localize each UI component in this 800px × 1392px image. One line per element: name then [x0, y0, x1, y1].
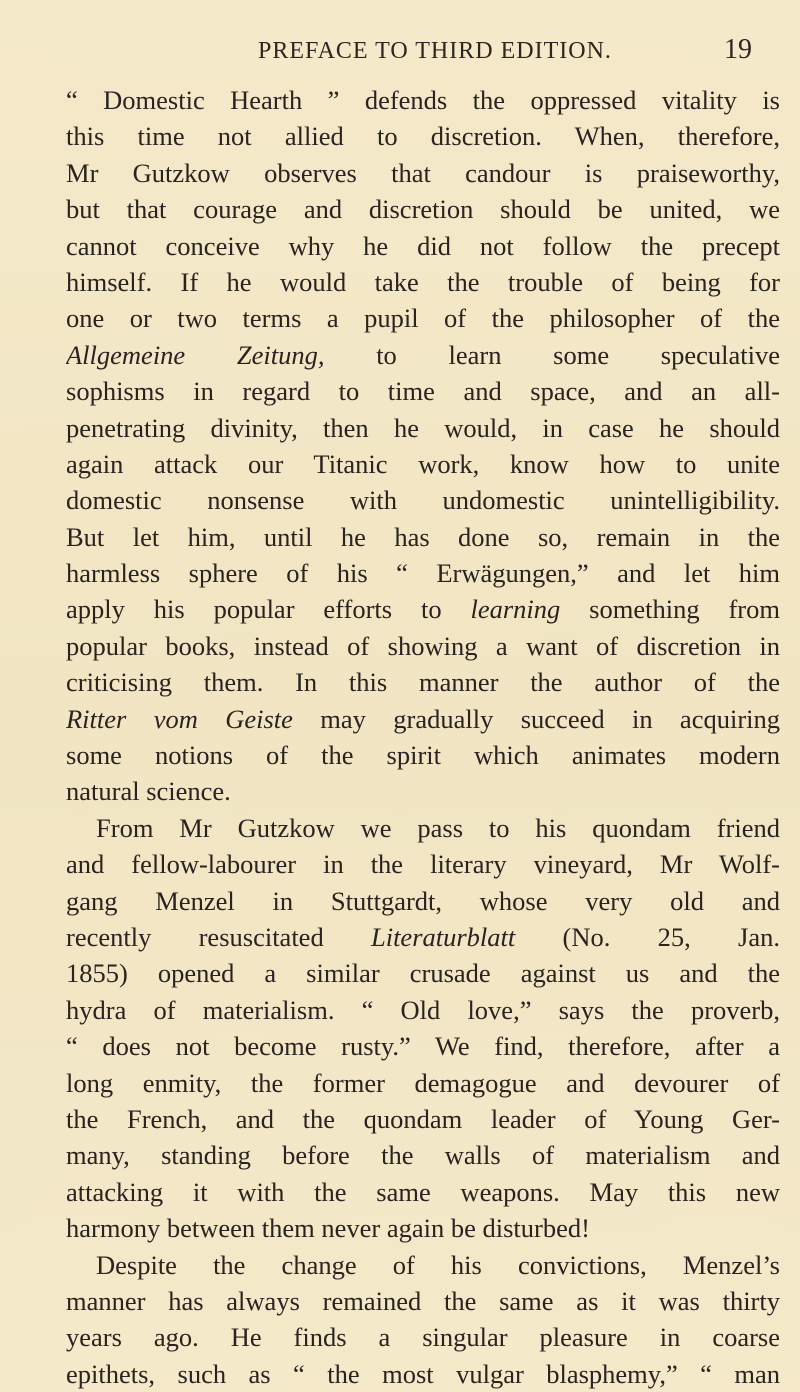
- text-line: “ does not become rusty.” We find, therefore, after a: [66, 1028, 780, 1064]
- text-line: hydra of materialism. “ Old love,” says the proverb,: [66, 992, 780, 1028]
- text-line: many, standing before the walls of materialism and: [66, 1137, 780, 1173]
- text-line: penetrating divinity, then he would, in case he should: [66, 410, 780, 446]
- text-line: manner has always remained the same as it was thirty: [66, 1283, 780, 1319]
- running-title: PREFACE TO THIRD EDITION.: [258, 38, 612, 65]
- text-line: himself. If he would take the trouble of being for: [66, 264, 780, 300]
- text-line: “ Domestic Hearth ” defends the oppressed vitality is: [66, 82, 780, 118]
- text-line: some notions of the spirit which animates modern: [66, 737, 780, 773]
- text-line: Mr Gutzkow observes that candour is praiseworthy,: [66, 155, 780, 191]
- text-line: From Mr Gutzkow we pass to his quondam friend: [66, 810, 780, 846]
- text-line: one or two terms a pupil of the philosopher of the: [66, 300, 780, 336]
- text-line: popular books, instead of showing a want of discretion in: [66, 628, 780, 664]
- text-line: but that courage and discretion should be united, we: [66, 191, 780, 227]
- text-line: attacking it with the same weapons. May this new: [66, 1174, 780, 1210]
- text-line: epithets, such as “ the most vulgar blasphemy,” “ man: [66, 1356, 780, 1392]
- text-line: years ago. He finds a singular pleasure in coarse: [66, 1319, 780, 1355]
- running-head: [0, 28, 800, 72]
- text-line: cannot conceive why he did not follow the precept: [66, 228, 780, 264]
- text-line: 1855) opened a similar crusade against us and the: [66, 955, 780, 991]
- italic-title: Ritter vom Geiste: [66, 704, 293, 734]
- text-line: domestic nonsense with undomestic unintelligibility.: [66, 482, 780, 518]
- text-line: again attack our Titanic work, know how to unite: [66, 446, 780, 482]
- paragraph: [66, 1247, 780, 1392]
- body-text: [66, 82, 780, 1392]
- text-line: the French, and the quondam leader of Young Ger-: [66, 1101, 780, 1137]
- text-line: Ritter vom Geiste may gradually succeed in acquiring: [66, 701, 780, 737]
- text-line: harmless sphere of his “ Erwägungen,” and let him: [66, 555, 780, 591]
- italic-word: learning: [470, 594, 560, 624]
- page-number: 19: [724, 34, 752, 66]
- text-line: natural science.: [66, 773, 780, 809]
- paragraph: [66, 82, 780, 810]
- text-line: Allgemeine Zeitung, to learn some speculative: [66, 337, 780, 373]
- text-line: recently resuscitated Literaturblatt (No. 25, Jan.: [66, 919, 780, 955]
- text-line: this time not allied to discretion. When, therefore,: [66, 118, 780, 154]
- text-line: long enmity, the former demagogue and devourer of: [66, 1065, 780, 1101]
- italic-title: Literaturblatt: [371, 922, 515, 952]
- text-line: harmony between them never again be disturbed!: [66, 1210, 780, 1246]
- text-line: and fellow-labourer in the literary vineyard, Mr Wolf-: [66, 846, 780, 882]
- text-line: apply his popular efforts to learning something from: [66, 591, 780, 627]
- text-line: sophisms in regard to time and space, and an all-: [66, 373, 780, 409]
- paragraph: [66, 810, 780, 1247]
- italic-title: Allgemeine Zeitung,: [66, 340, 325, 370]
- text-line: gang Menzel in Stuttgardt, whose very old and: [66, 883, 780, 919]
- text-line: Despite the change of his convictions, Menzel’s: [66, 1247, 780, 1283]
- text-line: criticising them. In this manner the author of the: [66, 664, 780, 700]
- text-line: But let him, until he has done so, remain in the: [66, 519, 780, 555]
